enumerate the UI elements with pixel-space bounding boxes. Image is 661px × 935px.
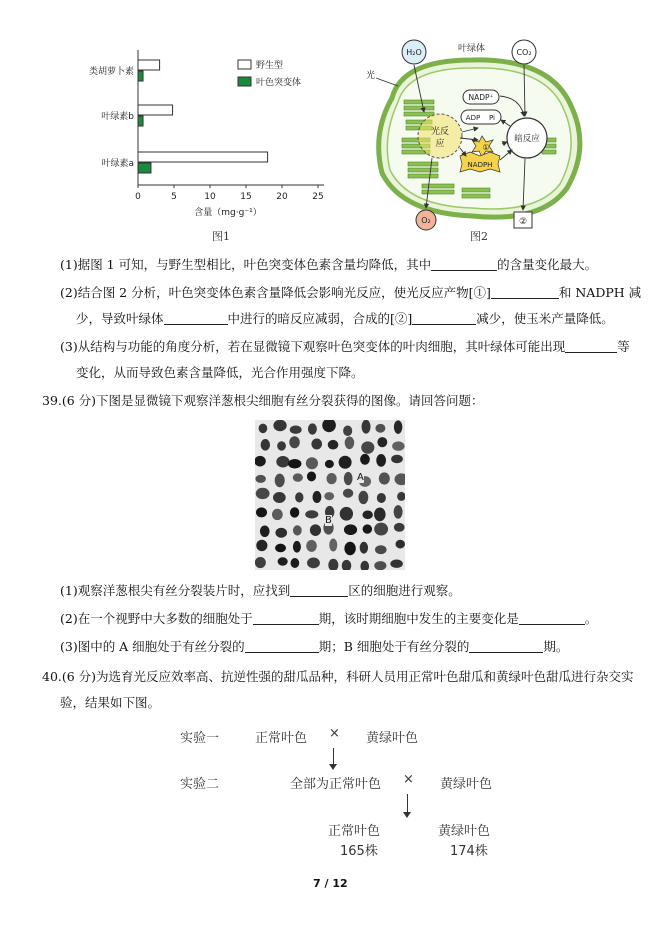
q38-p2-text-a: (2)结合图 2 分析，叶色突变体色素含量降低会影响光反应，使光反应产物[①] [60,285,491,300]
bar-wild-type [138,105,173,115]
q39-p3-text-c: 期。 [543,639,569,654]
cell-nucleus [397,492,405,501]
cell-nucleus [256,507,267,517]
cell-nucleus [255,456,266,467]
cell-nucleus [275,528,287,538]
cell-nucleus [394,420,402,434]
q38-p2-text-b: 和 NADPH 减 [558,285,642,300]
result-2-count: 174株 [450,844,488,859]
cell-nucleus [293,541,301,553]
cell-nucleus [295,492,303,502]
cell-nucleus [261,439,270,451]
chloroplast-diagram [362,38,592,238]
cell-nucleus [288,459,301,469]
q38-p1-text-b: 的含量变化最大。 [497,257,598,272]
co2-label: CO₂ [516,48,532,57]
cell-nucleus [394,505,403,519]
q38-p3-text-a: (3)从结构与功能的角度分析，若在显微镜下观察叶色突变体的叶肉细胞，其叶绿体可能出现 [60,339,566,354]
exp2-cross: × [403,772,414,787]
micrograph-label-b: B [325,515,332,526]
q38-blank-3[interactable] [164,310,228,325]
cell-nucleus [395,473,405,485]
cell-nucleus [291,558,300,568]
x-tick-label: 10 [204,192,216,202]
cell-nucleus [278,557,288,565]
cell-nucleus [345,436,355,449]
cell-nucleus [344,542,355,555]
cell-nucleus [273,420,286,431]
q38-blank-1[interactable] [431,256,497,271]
cell-nucleus [396,540,405,549]
figure-1-chart [70,40,340,245]
h2o-label: H₂O [406,48,422,57]
q39-part-3 [60,634,568,660]
cell-nucleus [343,425,352,436]
cell-nucleus [326,473,336,484]
bar-wild-type [138,60,160,70]
cell-nucleus [308,423,317,434]
q38-part-1 [60,252,597,278]
q38-p2-text-d: 中进行的暗反应减弱，合成的[②] [227,311,413,326]
q38-blank-2[interactable] [491,284,559,299]
cell-nucleus [375,424,385,433]
q38-p2-text-e: 减少，使玉米产量降低。 [476,311,614,326]
q38-part-3-line-1 [60,334,630,360]
cell-nucleus [360,454,370,465]
nadph-label: NADPH [467,161,493,169]
o2-label: O₂ [421,216,431,225]
cell-nucleus [374,561,386,570]
bar-mutant [138,71,143,81]
q38-p3-text-c: 变化，从而导致色素含量降低，光合作用强度下降。 [76,365,364,380]
q39-blank-3[interactable] [519,610,585,625]
cell-nucleus [362,511,372,520]
figure-2-caption: 图2 [470,230,488,243]
legend-label-mutant: 叶色突变体 [256,78,302,88]
cell-nucleus [325,460,334,468]
cell-nucleus [276,456,289,468]
cell-nucleus [256,488,270,499]
q39-p2-text-a: (2)在一个视野中大多数的细胞处于 [60,611,253,626]
bar-wild-type [138,152,268,162]
cell-nucleus [361,441,374,453]
cell-nucleus [307,471,316,481]
result-2-name: 黄绿叶色 [438,824,491,839]
exp1-cross: × [329,726,340,741]
q39-blank-2[interactable] [253,610,319,625]
cell-nucleus [328,559,338,570]
q39-blank-4[interactable] [245,638,319,653]
cell-nucleus [255,557,266,568]
cell-nucleus [272,509,283,520]
exp2-arrowhead [403,812,411,818]
chloroplast-title-label: 叶绿体 [458,44,486,54]
cell-nucleus [392,441,404,451]
cell-nucleus [306,540,317,552]
cell-nucleus [310,524,321,536]
cell-nucleus [339,456,352,469]
exp2-parent-2: 黄绿叶色 [440,777,493,792]
q39-blank-5[interactable] [469,638,543,653]
result-1-count: 165株 [340,844,378,859]
exp1-parent-2: 黄绿叶色 [366,731,419,746]
q39-p3-text-a: (3)图中的 A 细胞处于有丝分裂的 [60,639,245,654]
q38-p3-text-b: 等 [617,339,630,354]
micrograph [255,420,405,570]
figure-2 [362,38,592,238]
cell-nucleus [275,544,286,553]
q39-p3-text-b: 期；B 细胞处于有丝分裂的 [318,639,470,654]
cell-nucleus [360,561,369,570]
cell-nucleus [259,424,268,433]
cell-nucleus [358,491,368,504]
light-label: 光 [366,71,376,81]
category-label: 叶绿素a [101,159,134,169]
x-axis-label: 含量（mg·g⁻¹） [194,208,262,218]
q38-blank-5[interactable] [565,338,617,353]
exp2-arrow [407,794,408,814]
cell-nucleus [343,489,353,498]
x-tick-label: 5 [171,192,177,202]
cell-nucleus [394,523,405,532]
cell-nucleus [255,475,265,483]
cell-nucleus [293,525,302,535]
exp2-label: 实验二 [180,777,220,792]
cell-nucleus [344,524,357,535]
product-2-label: ② [518,217,528,227]
q39-part-2 [60,606,597,632]
light-reaction-label-2: 应 [435,139,445,149]
dark-reaction-label: 暗反应 [514,134,540,144]
q39-part-1 [60,578,461,604]
category-label: 叶绿素b [101,112,134,122]
cell-nucleus [342,560,352,570]
x-tick-label: 15 [240,192,252,202]
cell-nucleus [256,540,267,551]
cell-nucleus [324,492,334,500]
q38-part-3-line-2 [76,360,364,386]
light-reaction-label-1: 光反 [430,127,450,137]
cell-nucleus [275,474,285,488]
q40-stem-line-2: 验，结果如下图。 [60,695,161,710]
q38-p2-text-c: 少，导致叶绿体 [76,311,164,326]
exp1-arrowhead [329,764,337,770]
result-1-name: 正常叶色 [328,824,381,839]
cell-nucleus [362,420,371,434]
nadp-label: NADP⁺ [468,93,494,102]
cell-nucleus [328,440,339,450]
cell-nucleus [340,507,353,521]
figure-1-caption: 图1 [212,230,230,243]
x-tick-label: 25 [312,192,324,202]
product-1-label: ① [482,143,490,152]
q38-p1-text-a: (1)据图 1 可知，与野生型相比，叶色突变体色素含量均降低，其中 [60,257,432,272]
adp-label: ADP [465,114,481,122]
cell-nucleus [375,545,387,554]
q39-p1-text-a: (1)观察洋葱根尖有丝分裂装片时，应找到 [60,583,291,598]
cell-nucleus [376,454,386,467]
figure-1 [70,40,340,245]
cell-nucleus [391,455,403,464]
cell-nucleus [377,437,387,447]
x-tick-label: 20 [276,192,288,202]
micrograph-label-a: A [357,472,364,483]
cell-nucleus [374,507,386,521]
cell-nucleus [305,510,318,518]
category-label: 类胡萝卜素 [88,67,134,77]
micrograph-cells [255,420,405,570]
cell-nucleus [289,436,299,448]
legend-swatch-mutant [238,77,251,86]
cell-nucleus [277,441,286,450]
cell-nucleus [311,438,322,449]
q38-part-2-line-2 [76,306,614,332]
cell-nucleus [390,560,403,568]
cell-nucleus [329,538,337,551]
cell-nucleus [377,493,386,503]
cell-nucleus [260,525,270,537]
q38-part-2-line-1 [60,280,641,306]
cell-nucleus [290,507,299,517]
q38-blank-4[interactable] [412,310,476,325]
cell-nucleus [360,542,368,554]
exp1-parent-1: 正常叶色 [255,731,308,746]
q40-stem-line-1: 40.(6 分)为选育光反应效率高、抗逆性强的甜瓜品种，科研人员用正常叶色甜瓜和黄绿叶色甜瓜进行杂交实 [42,669,634,684]
cell-nucleus [273,492,286,503]
cell-nucleus [374,523,388,536]
cell-nucleus [290,425,302,433]
legend-label-wild: 野生型 [256,61,284,71]
cell-nucleus [307,557,320,568]
x-tick-label: 0 [135,192,141,202]
page-number: 7 / 12 [313,877,348,890]
cell-nucleus [363,524,372,533]
q39-stem: 39.(6 分)下图是显微镜下观察洋葱根尖细胞有丝分裂获得的图像。请回答问题： [42,393,484,408]
legend-swatch-wild [238,60,251,69]
q39-p1-text-b: 区的细胞进行观察。 [348,583,461,598]
cell-nucleus [344,472,353,485]
q39-blank-1[interactable] [290,582,348,597]
bar-mutant [138,116,143,126]
cell-nucleus [293,473,303,481]
cell-nucleus [306,457,318,469]
q39-p2-text-c: 。 [584,611,598,626]
exp1-label: 实验一 [180,731,220,746]
bar-mutant [138,163,151,173]
cell-nucleus [312,491,321,503]
exp2-parent-1: 全部为正常叶色 [290,777,382,792]
q39-p2-text-b: 期，该时期细胞中发生的主要变化是 [318,611,519,626]
pi-label: Pi [488,114,496,122]
cell-nucleus [322,420,336,432]
cell-nucleus [379,472,390,484]
